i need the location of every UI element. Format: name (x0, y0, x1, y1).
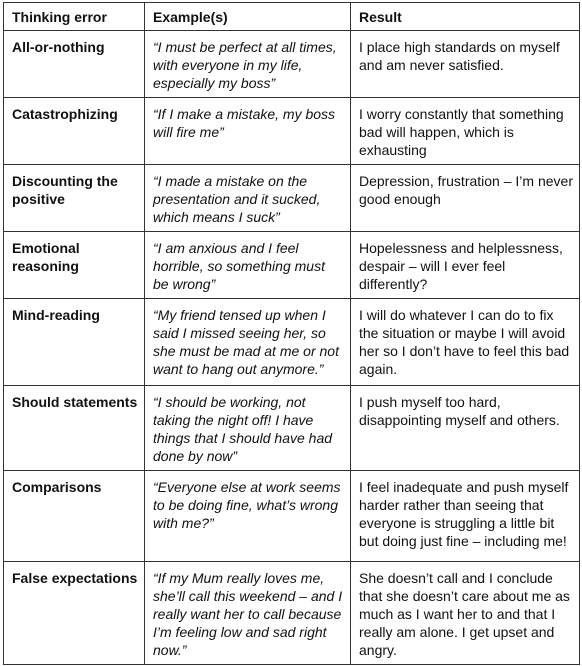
example-cell: “I am anxious and I feel horrible, so something must be wrong” (145, 232, 351, 299)
table-row (4, 299, 580, 386)
header-result: Result (351, 3, 580, 31)
table-row (4, 471, 580, 562)
result-cell: Depression, frustration – I’m never good enough (351, 165, 580, 232)
table-row (4, 31, 580, 98)
result-cell: I feel inadequate and push myself harder rather than seeing that everyone is struggling a little bit but doing just fine – including me! (351, 471, 580, 562)
thinking-errors-table (3, 2, 580, 665)
example-cell: “My friend tensed up when I said I missed seeing her, so she must be mad at me or not want to hang out anymore.” (145, 299, 351, 386)
table-row (4, 98, 580, 165)
header-row (4, 3, 580, 31)
result-cell: I will do whatever I can do to fix the situation or maybe I will avoid her so I don’t have to feel this bad again. (351, 299, 580, 386)
example-cell: “I made a mistake on the presentation and it sucked, which means I suck” (145, 165, 351, 232)
thinking-error-cell: Emotional reasoning (4, 232, 145, 299)
example-cell: “Everyone else at work seems to be doing fine, what’s wrong with me?” (145, 471, 351, 562)
thinking-error-cell: Catastrophizing (4, 98, 145, 165)
result-cell: Hopelessness and helplessness, despair – will I ever feel differently? (351, 232, 580, 299)
table-row (4, 165, 580, 232)
example-cell: “I should be working, not taking the night off! I have things that I should have had done by now” (145, 386, 351, 471)
table-row (4, 232, 580, 299)
table-row (4, 386, 580, 471)
thinking-error-cell: Comparisons (4, 471, 145, 562)
thinking-error-cell: All-or-nothing (4, 31, 145, 98)
result-cell: She doesn’t call and I conclude that she doesn’t care about me as much as I want her to and that I really am alone. I get upset and angry. (351, 562, 580, 665)
thinking-error-cell: Discounting the positive (4, 165, 145, 232)
example-cell: “I must be perfect at all times, with everyone in my life, especially my boss” (145, 31, 351, 98)
thinking-error-cell: False expectations (4, 562, 145, 665)
header-examples: Example(s) (145, 3, 351, 31)
result-cell: I worry constantly that something bad will happen, which is exhausting (351, 98, 580, 165)
thinking-error-cell: Mind-reading (4, 299, 145, 386)
result-cell: I place high standards on myself and am never satisfied. (351, 31, 580, 98)
table-row (4, 562, 580, 665)
example-cell: “If I make a mistake, my boss will fire me” (145, 98, 351, 165)
thinking-error-cell: Should statements (4, 386, 145, 471)
example-cell: “If my Mum really loves me, she’ll call this weekend – and I really want her to call because I’m feeling low and sad right now.” (145, 562, 351, 665)
result-cell: I push myself too hard, disappointing myself and others. (351, 386, 580, 471)
header-thinking-error: Thinking error (4, 3, 145, 31)
